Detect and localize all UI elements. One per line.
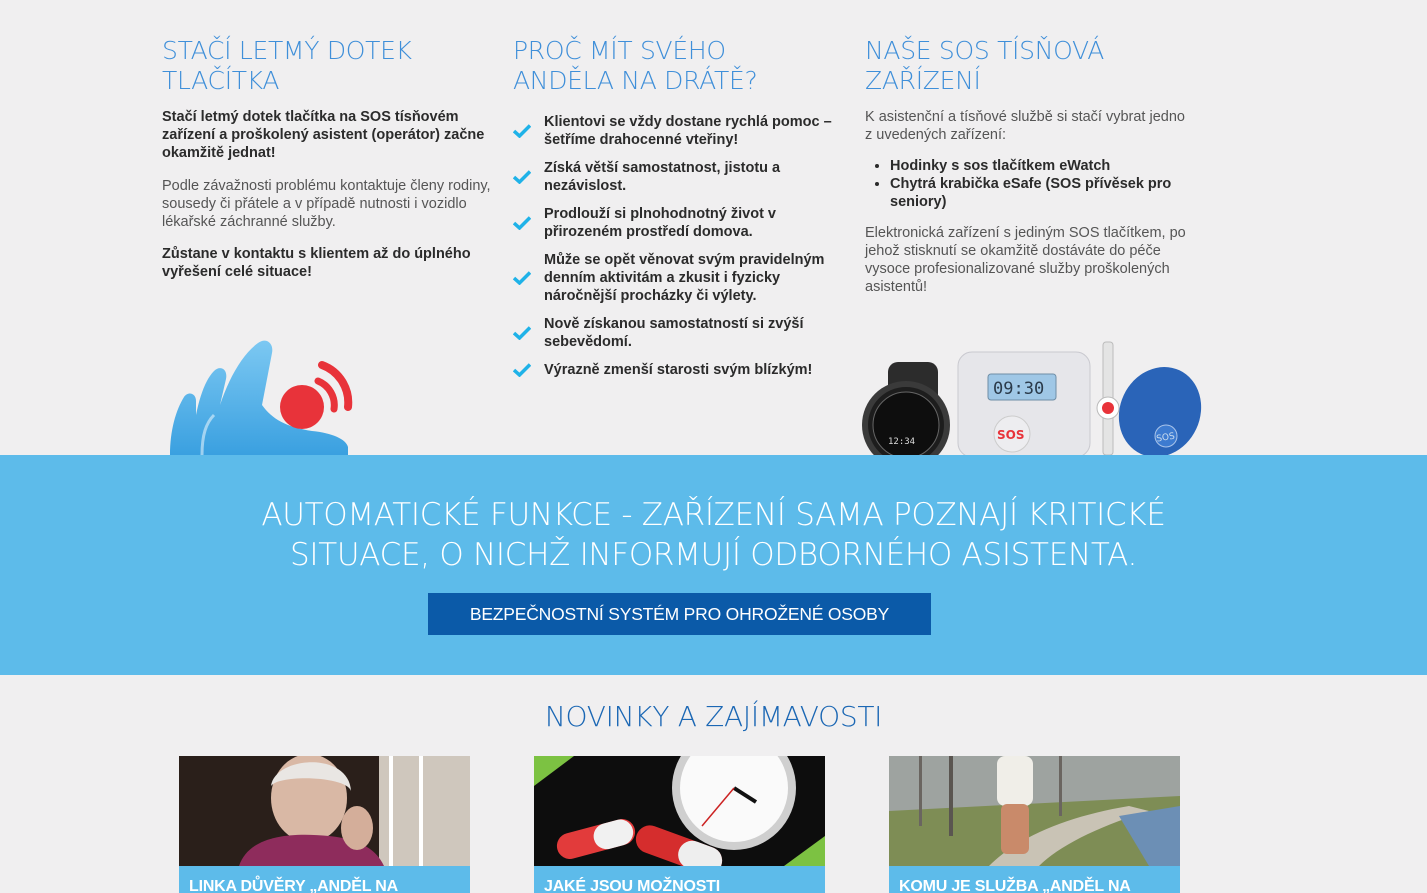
feature-column-devices [865,0,1195,296]
news-section-title: NOVINKY A ZAJÍMAVOSTI [544,700,883,733]
column-title: PROČ MÍT SVÉHO ANDĚLA NA DRÁTĚ? [513,36,758,95]
check-icon [513,271,531,285]
news-card-title[interactable]: KOMU JE SLUŽBA „ANDĚL NA [889,866,1180,893]
column-title: NAŠE SOS TÍSŇOVÁ ZAŘÍZENÍ [865,36,1105,95]
check-icon [513,170,531,184]
devices-intro: K asistenční a tísňové službě si stačí vybrat jedno z uvedených zařízení: [865,109,1185,143]
closing-paragraph: Zůstane v kontaktu s klientem až do úplného vyřešení celé situace! [162,246,471,280]
check-icon [513,124,531,138]
pendant-sos-label: SOS [1155,431,1176,445]
sos-devices-illustration [860,340,1205,455]
list-item: Prodlouží si plnohodnotný život v přirozeném prostředí domova. [513,205,833,241]
list-item: Může se opět věnovat svým pravidelným denním aktivitám a zkusit i fyzicky náročnější procházky či výlety. [513,251,833,305]
benefits-list [513,113,833,379]
automatic-functions-banner [0,455,1427,675]
check-icon [513,363,531,377]
security-system-button[interactable]: BEZPEČNOSTNÍ SYSTÉM PRO OHROŽENÉ OSOBY [428,593,931,635]
list-item: • Chytrá krabička eSafe (SOS přívěsek pro seniory) [890,175,1195,211]
feature-column-touch [162,0,492,281]
news-image-clock-pills [534,756,825,866]
check-icon [513,326,531,340]
watch-time: 12:34 [888,437,916,447]
news-card-title[interactable]: JAKÉ JSOU MOŽNOSTI [534,866,825,893]
column-title: STAČÍ LETMÝ DOTEK TLAČÍTKA [162,36,412,95]
body-paragraph: Podle závažnosti problému kontaktuje členy rodiny, sousedy či přátele a v případě nutnosti i vozidlo lékařské záchranné služby. [162,178,491,230]
list-item: Výrazně zmenší starosti svým blízkým! [513,361,833,379]
list-item: Klientovi se vždy dostane rychlá pomoc – šetříme drahocenné vteřiny! [513,113,833,149]
list-item: Nově získanou samostatností si zvýší sebevědomí. [513,315,833,351]
news-card[interactable] [179,756,470,893]
list-item: • Hodinky s sos tlačítkem eWatch [890,157,1195,175]
devices-outro: Elektronická zařízení s jediným SOS tlačítkem, po jehož stisknutí se okamžitě dostáváte do péče vysoce profesionalizované služby proškolených asistentů! [865,225,1186,295]
news-image-senior-woman [179,756,470,866]
hand-sos-illustration [162,335,372,455]
news-card[interactable] [889,756,1180,893]
feature-column-why [513,0,833,379]
news-card[interactable] [534,756,825,893]
check-icon [513,216,531,230]
box-time: 09:30 [993,379,1045,399]
devices-list [890,157,1195,211]
list-item: Získá větší samostatnost, jistotu a nezávislost. [513,159,833,195]
banner-headline: AUTOMATICKÉ FUNKCE - ZAŘÍZENÍ SAMA POZNAJÍ KRITICKÉ SITUACE, O NICHŽ INFORMUJÍ ODBORNÉHO ASISTENTA. [261,497,1166,573]
news-image-park-walk [889,756,1180,866]
intro-paragraph: Stačí letmý dotek tlačítka na SOS tísňovém zařízení a proškolený asistent (operátor) začne okamžitě jednat! [162,109,485,161]
box-sos-label: SOS [997,428,1025,442]
news-card-title[interactable]: LINKA DŮVĚRY „ANDĚL NA [179,866,470,893]
